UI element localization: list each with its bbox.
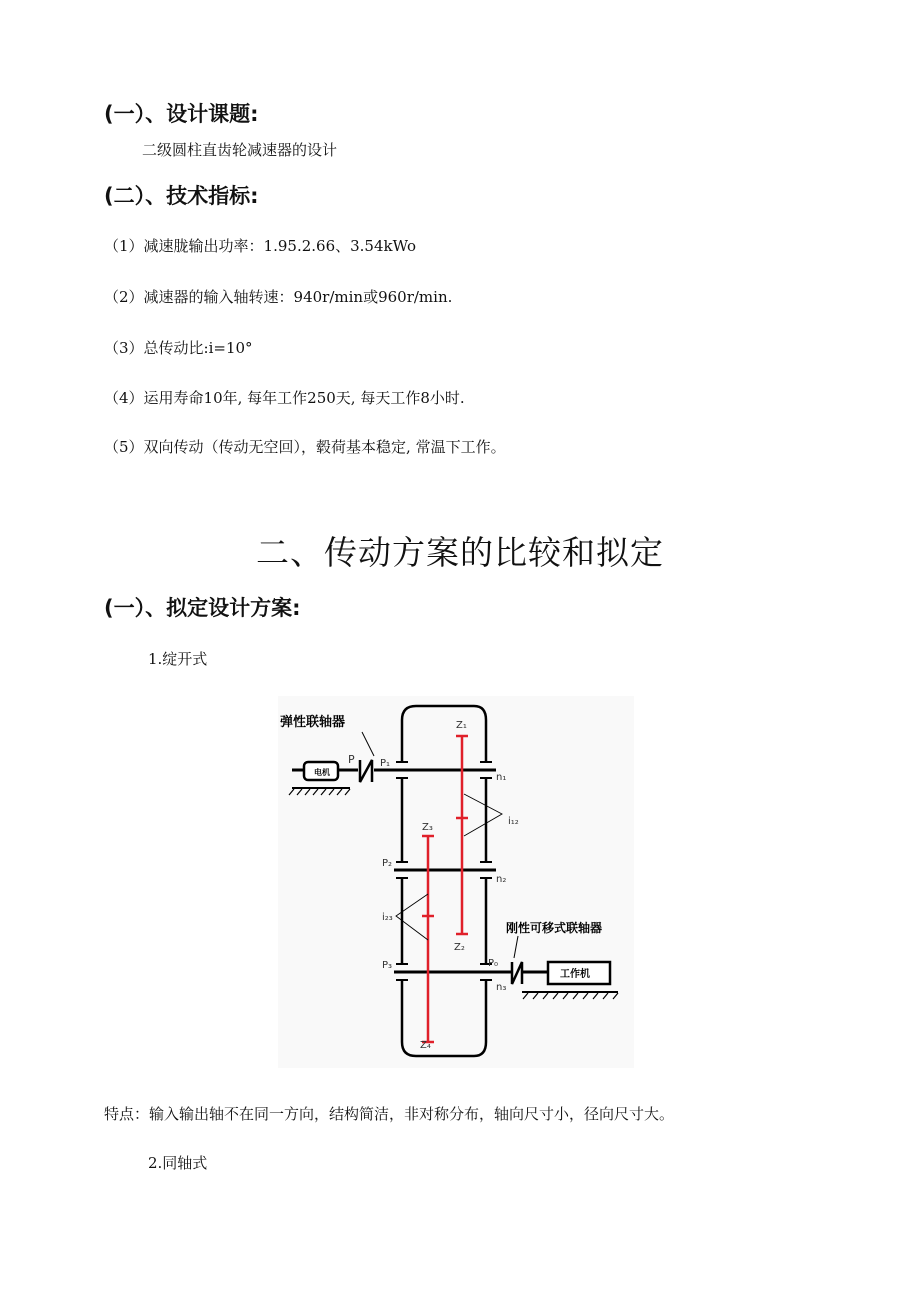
elastic-coupling-label: 弹性联轴器 (280, 715, 346, 730)
scheme-2-label: 2.同轴式 (148, 1154, 208, 1172)
section-heading-design-topic: (一）、设计课题: (104, 102, 259, 126)
svg-text:Z₄: Z₄ (420, 1040, 431, 1051)
spec-item-1: （1）减速胧输出功率：1.95.2.66、3.54kWo (104, 237, 417, 255)
chapter-title: 二、传动方案的比较和拟定 (256, 533, 664, 572)
scheme-1-label: 1.绽开式 (148, 650, 208, 668)
subsection-heading-design-scheme: (一）、拟定设计方案: (104, 596, 301, 620)
svg-text:i₁₂: i₁₂ (508, 816, 519, 827)
svg-text:P₂: P₂ (382, 858, 393, 869)
spec-item-4: （4）运用寿命10年, 每年工作250天, 每天工作8小时. (104, 389, 465, 407)
svg-text:Z₁: Z₁ (456, 720, 467, 731)
spec-item-5: （5）双向传动（传动无空回），毂荷基本稳定, 常温下工作。 (104, 438, 506, 456)
svg-text:Z₂: Z₂ (454, 942, 465, 953)
design-topic-text: 二级圆柱直齿轮减速器的设计 (142, 141, 338, 159)
svg-text:P₀: P₀ (488, 958, 499, 969)
svg-text:P₁: P₁ (380, 758, 391, 769)
svg-text:电机: 电机 (314, 768, 330, 777)
svg-text:Z₃: Z₃ (422, 822, 433, 833)
gear-reducer-diagram (278, 696, 634, 1068)
svg-text:P: P (348, 753, 355, 766)
rigid-coupling-label: 刚性可移式联轴器 (506, 921, 603, 935)
scheme-1-feature-text: 特点：输入输出轴不在同一方向，结构简洁，非对称分布，轴向尺寸小，径向尺寸大。 (104, 1105, 675, 1123)
svg-text:n₃: n₃ (496, 982, 507, 993)
spec-item-2: （2）减速器的输入轴转速：940r/min或960r/min. (104, 288, 453, 306)
spec-item-3: （3）总传动比:i=10° (104, 339, 253, 357)
svg-text:i₂₃: i₂₃ (382, 912, 393, 923)
svg-text:工作机: 工作机 (560, 969, 590, 980)
section-heading-tech-specs: (二）、技术指标: (104, 184, 259, 208)
svg-text:P₃: P₃ (382, 960, 393, 971)
svg-text:n₁: n₁ (496, 772, 507, 783)
svg-text:n₂: n₂ (496, 874, 507, 885)
